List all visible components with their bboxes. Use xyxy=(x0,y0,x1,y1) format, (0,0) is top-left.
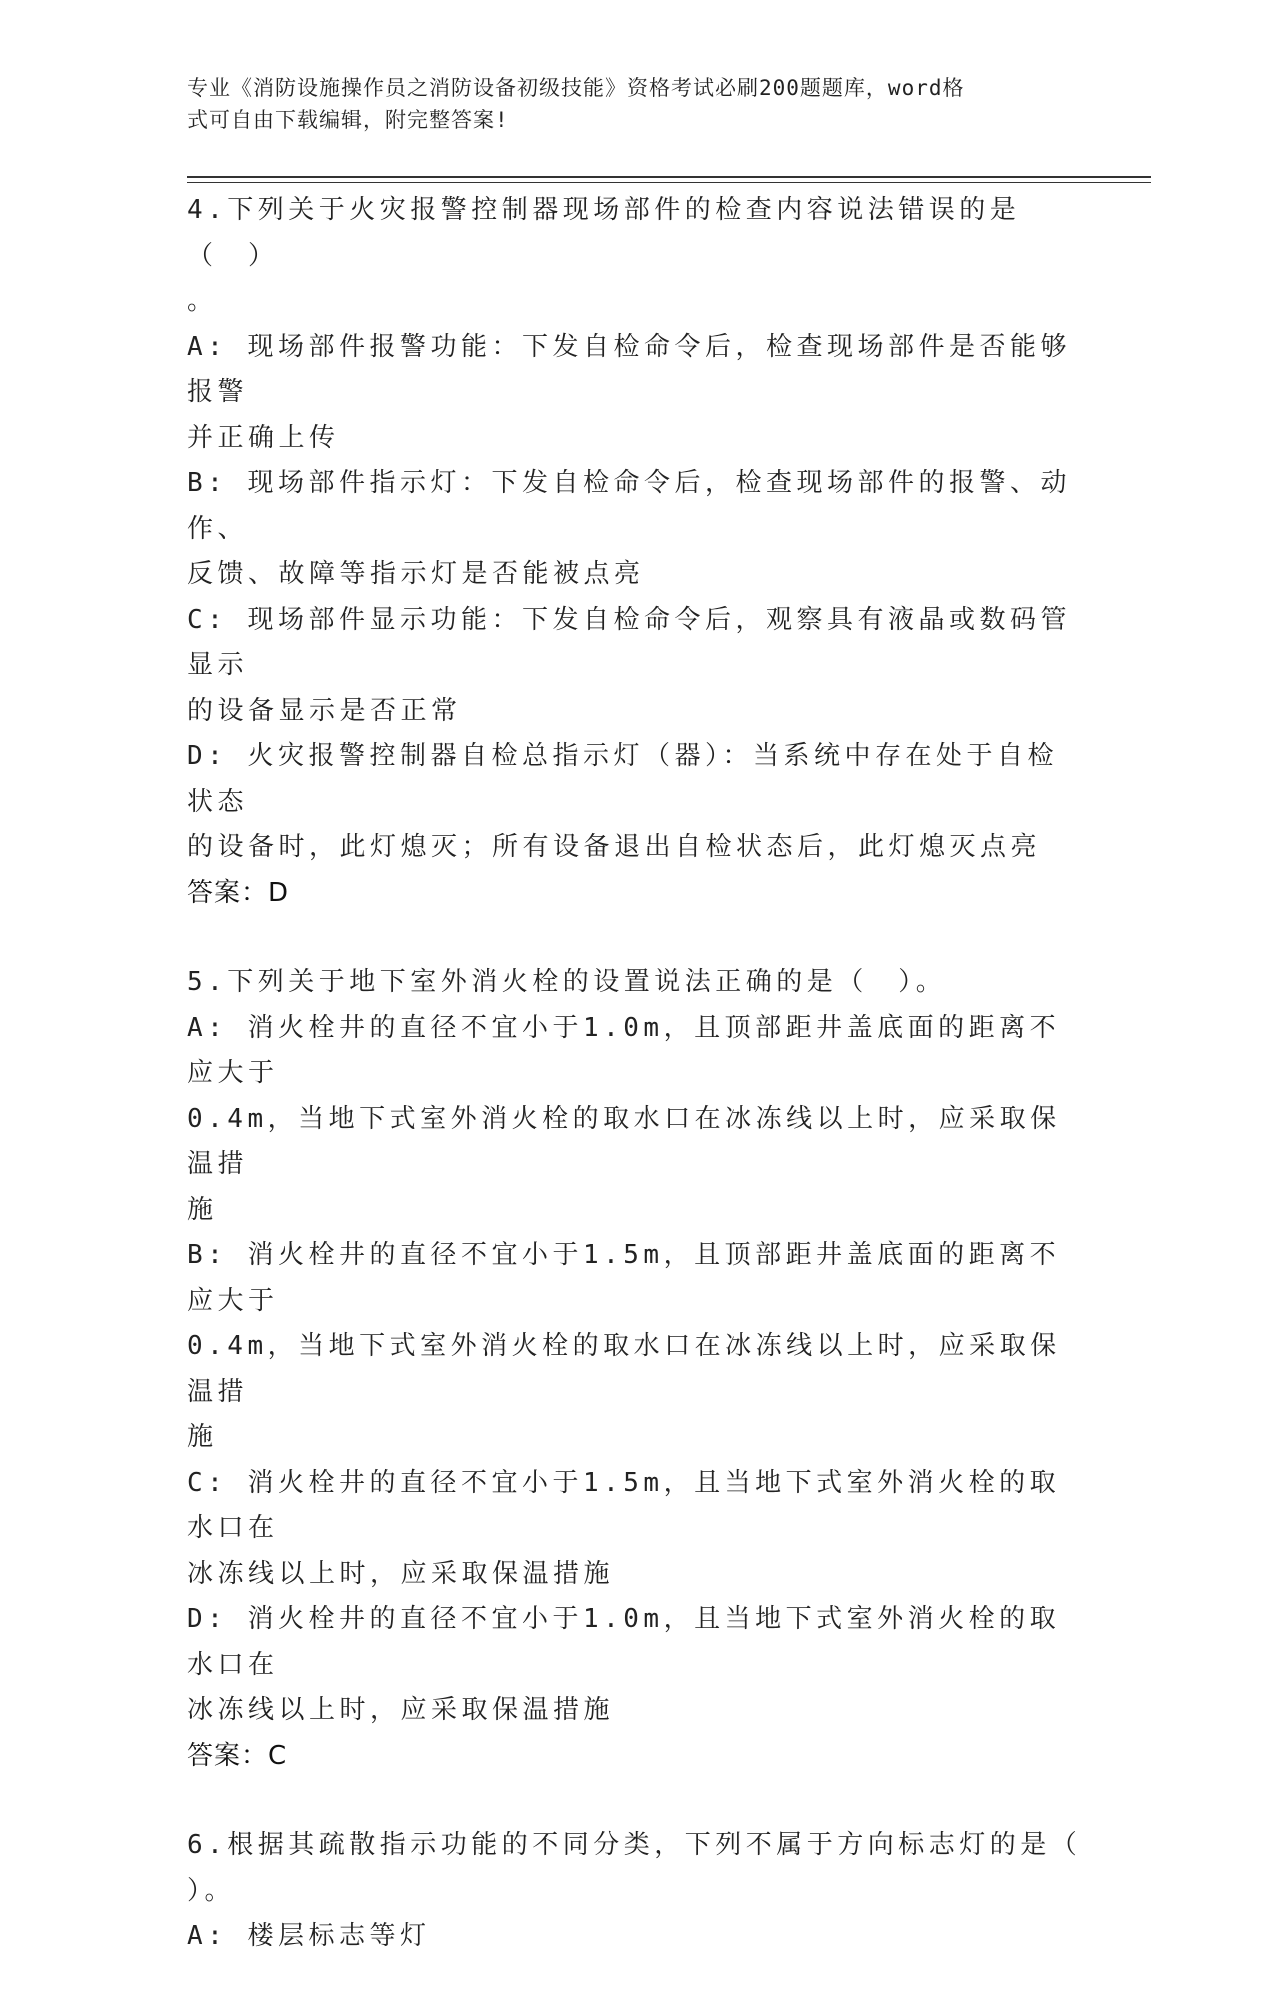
question-block xyxy=(187,960,1087,1779)
question-text-line: D: 火灾报警控制器自检总指示灯（器）：当系统中存在处于自检状态 xyxy=(187,741,1058,817)
question-text-line: A: 消火栓井的直径不宜小于1.0m，且顶部距井盖底面的距离不应大于 xyxy=(187,1012,1061,1088)
header-divider-thick xyxy=(187,176,1151,178)
question-text-line: 施 xyxy=(187,1422,218,1452)
question-text-line: C: 现场部件显示功能：下发自检命令后，观察具有液晶或数码管显示 xyxy=(187,604,1071,680)
question-text-line: 冰冻线以上时，应采取保温措施 xyxy=(187,1695,615,1725)
question-text-line: ）。 xyxy=(187,1875,236,1906)
answer-line: 答案：C xyxy=(187,1740,288,1771)
question-block xyxy=(187,188,1087,916)
question-text-line: D: 消火栓井的直径不宜小于1.0m，且当地下式室外消火栓的取水口在 xyxy=(187,1604,1061,1680)
question-text-line: B: 现场部件指示灯：下发自检命令后，检查现场部件的报警、动作、 xyxy=(187,468,1071,544)
question-text-line: 施 xyxy=(187,1194,218,1225)
question-text-line: A: 楼层标志等灯 xyxy=(187,1921,431,1951)
question-block xyxy=(187,1823,1087,1960)
question-stem: 4.下列关于火灾报警控制器现场部件的检查内容说法错误的是（ ） xyxy=(187,195,1021,271)
question-text-line: B: 消火栓井的直径不宜小于1.5m，且顶部距井盖底面的距离不应大于 xyxy=(187,1240,1061,1316)
header-divider-thin xyxy=(187,182,1151,183)
question-text-line: 并正确上传 xyxy=(187,422,340,453)
document-header xyxy=(187,72,1087,136)
question-text-line: C: 消火栓井的直径不宜小于1.5m，且当地下式室外消火栓的取水口在 xyxy=(187,1467,1061,1543)
question-stem: 6.根据其疏散指示功能的不同分类，下列不属于方向标志灯的是（ xyxy=(187,1830,1082,1860)
header-line-1: 专业《消防设施操作员之消防设备初级技能》资格考试必刷200题题库，word格 xyxy=(187,76,965,100)
answer-line: 答案：D xyxy=(187,877,290,908)
header-line-2: 式可自由下载编辑，附完整答案! xyxy=(187,108,509,132)
question-text-line: 的设备显示是否正常 xyxy=(187,695,462,726)
question-text-line: 0.4m，当地下式室外消火栓的取水口在冰冻线以上时，应采取保温措 xyxy=(187,1103,1061,1179)
question-text-line: 0.4m，当地下式室外消火栓的取水口在冰冻线以上时，应采取保温措 xyxy=(187,1331,1061,1407)
question-list xyxy=(187,188,1087,2004)
question-text-line: 反馈、故障等指示灯是否能被点亮 xyxy=(187,559,645,589)
question-text-line: A: 现场部件报警功能：下发自检命令后，检查现场部件是否能够报警 xyxy=(187,331,1071,407)
question-text-line: 冰冻线以上时，应采取保温措施 xyxy=(187,1558,615,1589)
question-text-line: 。 xyxy=(187,286,218,316)
question-stem: 5.下列关于地下室外消火栓的设置说法正确的是（ ）。 xyxy=(187,967,947,997)
question-text-line: 的设备时，此灯熄灭；所有设备退出自检状态后，此灯熄灭点亮 xyxy=(187,832,1042,862)
